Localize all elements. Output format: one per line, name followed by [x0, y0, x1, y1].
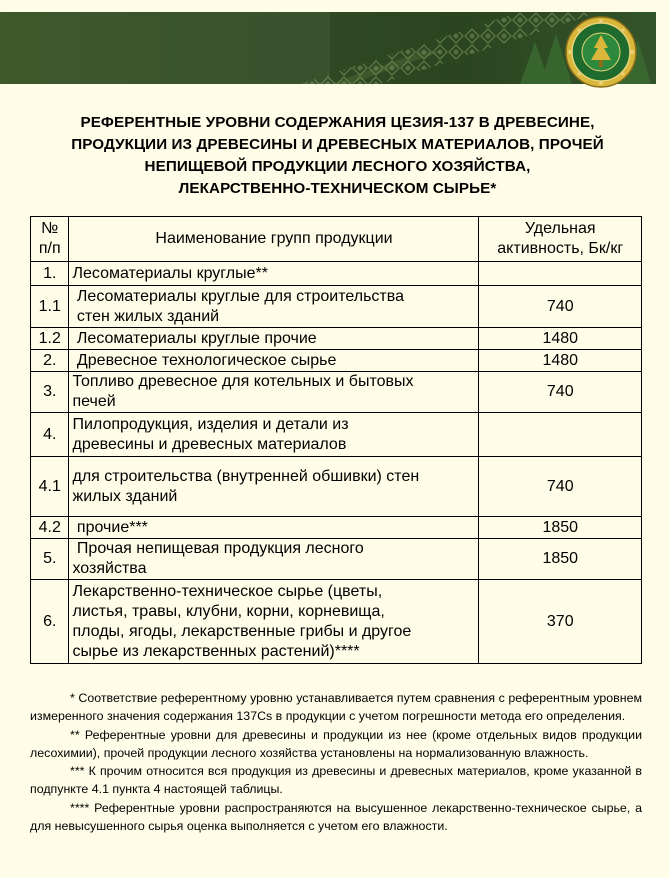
product-group-line: Прочая непищевая продукция лесного — [72, 540, 364, 557]
header-number: № п/п — [31, 217, 69, 262]
row-product-group — [69, 580, 479, 664]
row-product-group — [69, 372, 479, 413]
table-row — [31, 580, 642, 664]
footnote: * Соответствие референтному уровню устанавливается путем сравнения с референтным уровнем измеренного значения содержания 137Cs в продукции с учетом погрешности метода его определения. — [30, 691, 642, 724]
table-header-row — [31, 217, 642, 262]
document-title — [40, 112, 635, 200]
row-product-group — [69, 328, 479, 350]
table-row — [31, 457, 642, 517]
product-group-line: сырье из лекарственных растений)**** — [72, 642, 360, 660]
product-group-line: плоды, ягоды, лекарственные грибы и другое — [72, 622, 412, 640]
table-row — [31, 413, 642, 457]
header-product-group: Наименование групп продукции — [69, 217, 479, 262]
table-row — [31, 539, 642, 580]
table-row — [31, 372, 642, 413]
row-number: 6. — [31, 580, 69, 664]
banner-ornament — [0, 12, 656, 84]
row-activity-value: 370 — [479, 580, 642, 664]
footnotes — [30, 689, 642, 835]
product-group-line: Пилопродукция, изделия и детали из — [72, 415, 349, 433]
product-group-line: Лесоматериалы круглые для строительства — [72, 287, 404, 305]
row-number: 3. — [31, 372, 69, 413]
row-number: 5. — [31, 539, 69, 580]
row-product-group — [69, 350, 479, 372]
row-activity-value: 1480 — [479, 328, 642, 350]
footnote: *** К прочим относится вся продукция из древесины и древесных материалов, кроме указанной в подпункте 4.1 пункта 4 настоящей таблицы. — [30, 764, 642, 797]
row-activity-value: 740 — [479, 286, 642, 328]
product-group-line: Древесное технологическое сырье — [72, 351, 337, 369]
forestry-emblem-icon — [564, 14, 638, 90]
product-group-line: листья, травы, клубни, корни, корневища, — [72, 602, 385, 620]
product-group-line: печей — [72, 393, 116, 410]
product-group-line: Лесоматериалы круглые** — [72, 264, 268, 282]
row-product-group — [69, 286, 479, 328]
row-product-group — [69, 457, 479, 517]
row-product-group — [69, 539, 479, 580]
row-number: 4. — [31, 413, 69, 457]
row-activity-value — [479, 262, 642, 286]
product-group-line: жилых зданий — [72, 487, 178, 505]
row-activity-value: 1480 — [479, 350, 642, 372]
row-number: 1. — [31, 262, 69, 286]
header-specific-activity: Удельная активность, Бк/кг — [479, 217, 642, 262]
product-group-line: для строительства (внутренней обшивки) стен — [72, 467, 420, 485]
table-row — [31, 350, 642, 372]
row-activity-value — [479, 413, 642, 457]
row-activity-value: 740 — [479, 457, 642, 517]
row-product-group — [69, 517, 479, 539]
table-row — [31, 286, 642, 328]
product-group-line: древесины и древесных материалов — [72, 435, 347, 453]
reference-levels-table — [30, 216, 642, 664]
product-group-line: прочие*** — [72, 518, 148, 536]
footnote: **** Референтные уровни распространяются на высушенное лекарственно-техническое сырье, а для невысушенного сырья оценка выполняется с учетом его влажности. — [30, 800, 642, 834]
row-number: 1.1 — [31, 286, 69, 328]
row-product-group — [69, 262, 479, 286]
row-activity-value: 1850 — [479, 539, 642, 580]
product-group-line: Топливо древесное для котельных и бытовых — [72, 373, 414, 390]
footnote: ** Референтные уровни для древесины и продукции из нее (кроме отдельных видов продукции лесохимии), прочей продукции лесного хозяйства установлены на нормализованную влажность. — [30, 727, 642, 760]
product-group-line: стен жилых зданий — [72, 307, 220, 325]
title-line: РЕФЕРЕНТНЫЕ УРОВНИ СОДЕРЖАНИЯ ЦЕЗИЯ-137 В ДРЕВЕСИНЕ, — [80, 114, 595, 131]
row-product-group — [69, 413, 479, 457]
product-group-line: Лекарственно-техническое сырье (цветы, — [72, 582, 383, 600]
title-line: НЕПИЩЕВОЙ ПРОДУКЦИИ ЛЕСНОГО ХОЗЯЙСТВА, — [144, 158, 531, 175]
row-number: 4.1 — [31, 457, 69, 517]
row-number: 1.2 — [31, 328, 69, 350]
header-banner — [0, 12, 656, 84]
table-row — [31, 517, 642, 539]
product-group-line: Лесоматериалы круглые прочие — [72, 329, 317, 347]
title-line: ПРОДУКЦИИ ИЗ ДРЕВЕСИНЫ И ДРЕВЕСНЫХ МАТЕРИАЛОВ, ПРОЧЕЙ — [71, 136, 604, 153]
row-number: 2. — [31, 350, 69, 372]
row-activity-value: 740 — [479, 372, 642, 413]
title-line: ЛЕКАРСТВЕННО-ТЕХНИЧЕСКОМ СЫРЬЕ* — [178, 180, 497, 197]
product-group-line: хозяйства — [72, 560, 147, 577]
row-number: 4.2 — [31, 517, 69, 539]
table-row — [31, 262, 642, 286]
table-row — [31, 328, 642, 350]
row-activity-value: 1850 — [479, 517, 642, 539]
